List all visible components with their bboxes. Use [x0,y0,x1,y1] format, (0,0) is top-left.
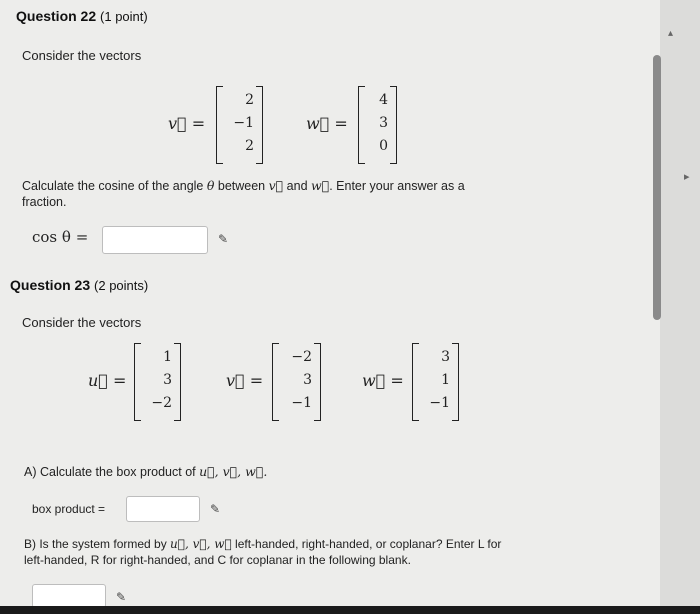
entry: 3 [379,115,388,131]
entry: 4 [379,92,388,108]
prompt-text: A) Calculate the box product of [24,465,200,479]
entry: 2 [245,138,254,154]
prompt-text: left-handed, right-handed, or coplanar? Enter L for left-handed, R for right-handed, and C for coplanar in the following blank. [24,537,502,567]
box-product-label: box product = [32,502,106,516]
prompt-text: Calculate the cosine of the angle [22,179,207,193]
question-23-header [10,277,148,293]
right-bracket [314,343,321,421]
question-22-header [16,8,148,24]
q23-vector-u [88,343,188,421]
w-symbol: w⃗ [311,178,330,193]
vector-entries [138,346,172,415]
entry: 3 [303,372,312,388]
scroll-arrow-icon: ▸ [684,171,690,183]
question-title: Question 22 [16,8,97,24]
right-bracket [452,343,459,421]
prompt-text: . Enter your answer as a fraction. [22,179,465,209]
right-bracket [256,86,263,164]
vector-symbols: u⃗, v⃗, w⃗. [199,464,268,479]
right-bracket [390,86,397,164]
entry: 1 [163,349,172,365]
vector-entries [220,89,254,158]
scrollbar-track[interactable] [660,0,700,614]
scrollbar-thumb[interactable] [653,55,661,320]
taskbar [0,606,700,614]
question-points: (1 point) [100,9,148,24]
entry: 2 [245,92,254,108]
entry: 3 [163,372,172,388]
pencil-icon[interactable]: ✎ [218,232,229,246]
vector-entries [278,346,312,415]
v-symbol: v⃗ [268,178,284,193]
entry: −1 [429,395,450,411]
entry: 1 [441,372,450,388]
vector-label: v⃗ = [226,371,264,390]
box-product-input[interactable] [126,496,200,522]
vector-symbols: u⃗, v⃗, w⃗ [170,537,232,551]
vector-entries [416,346,450,415]
q23-part-a [24,464,424,480]
scroll-up-icon[interactable]: ▴ [668,28,674,39]
vector-label: v⃗ = [168,114,206,133]
vector-label: w⃗ = [306,114,348,133]
q22-intro: Consider the vectors [22,48,142,63]
entry: 3 [441,349,450,365]
q22-prompt [22,178,502,210]
entry: −1 [233,115,254,131]
q23-vector-v [226,343,326,421]
right-bracket [174,343,181,421]
cos-theta-input[interactable] [102,226,208,254]
vector-label: u⃗ = [88,371,127,390]
entry: −2 [151,395,172,411]
q22-vector-v [168,86,268,164]
theta-symbol: θ [206,178,215,193]
cos-theta-label: cos θ = [32,228,89,246]
q23-part-b [24,536,524,568]
q23-intro: Consider the vectors [22,315,142,330]
q22-vector-w [306,86,402,164]
vector-entries [354,89,388,158]
pencil-icon[interactable]: ✎ [210,502,221,516]
handedness-input[interactable] [32,584,106,608]
prompt-text: B) Is the system formed by [24,537,171,551]
question-title: Question 23 [10,277,91,293]
question-points: (2 points) [94,278,149,293]
entry: 0 [379,138,388,154]
prompt-text: and [283,179,311,193]
entry: −1 [291,395,312,411]
entry: −2 [291,349,312,365]
q23-vector-w [362,343,462,421]
vector-label: w⃗ = [362,371,404,390]
pencil-icon[interactable]: ✎ [116,590,127,604]
prompt-text: between [214,179,269,193]
